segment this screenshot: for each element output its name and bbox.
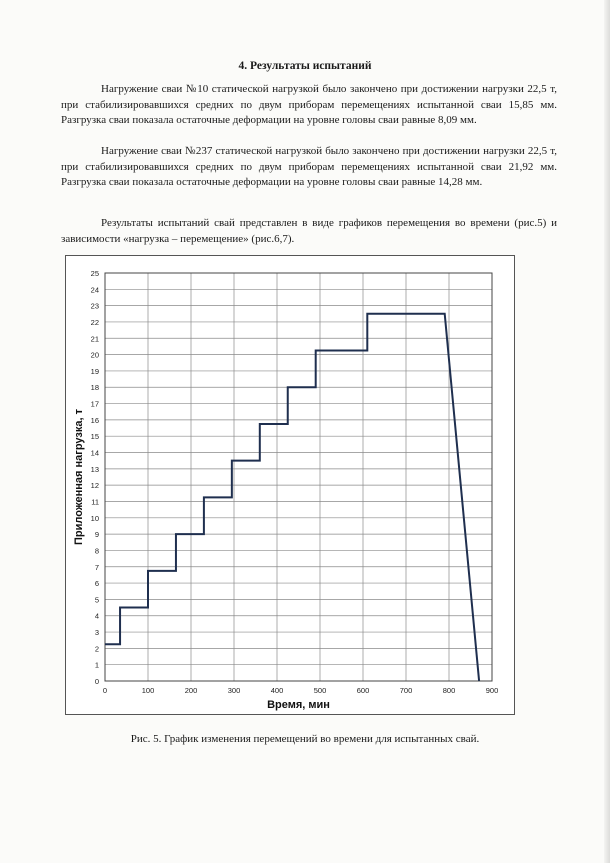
y-tick-labels [91, 269, 99, 686]
chart-grid [105, 273, 492, 681]
plot-area-border [105, 273, 492, 681]
x-tick-label: 800 [442, 686, 456, 695]
chart-frame [65, 255, 515, 715]
x-tick-label: 100 [141, 686, 155, 695]
y-tick-label: 3 [94, 628, 99, 638]
y-tick-label: 0 [94, 677, 99, 686]
y-tick-label: 9 [94, 530, 99, 540]
y-tick-label: 8 [94, 546, 99, 556]
y-tick-label: 24 [90, 285, 99, 295]
y-tick-label: 18 [90, 383, 99, 393]
x-tick-label: 200 [184, 686, 198, 695]
y-tick-label: 20 [90, 350, 99, 360]
y-tick-label: 1 [94, 660, 99, 670]
x-tick-label: 700 [399, 686, 413, 695]
y-tick-label: 14 [90, 448, 99, 458]
series-group [105, 314, 479, 681]
paragraph-pile-10: Нагружение сваи №10 статической нагрузкой было закончено при достижении нагрузки 22,5 т, при стабилизировавшихся средних по двум приборам перемещениях испытанной сваи 15,85 мм. Разгрузка сваи показала остаточные деформации на уровне головы сваи равные 8,09 мм. [61, 83, 557, 126]
x-tick-label: 0 [102, 686, 108, 695]
x-axis-label: Время, мин [267, 699, 330, 711]
y-tick-label: 15 [90, 432, 99, 442]
y-tick-label: 10 [90, 513, 99, 523]
y-tick-label: 6 [94, 579, 99, 589]
x-tick-label: 900 [485, 686, 499, 695]
y-tick-label: 25 [90, 269, 99, 278]
y-tick-label: 17 [90, 399, 99, 409]
y-axis-label: Приложенная нагрузка, т [73, 409, 85, 545]
x-tick-label: 500 [313, 686, 327, 695]
y-tick-label: 4 [94, 611, 99, 621]
y-tick-label: 13 [90, 464, 99, 474]
x-tick-labels [103, 686, 498, 695]
series-line [105, 314, 479, 681]
y-tick-label: 12 [90, 481, 99, 491]
figure-caption: Рис. 5. График изменения перемещений во времени для испытанных свай. [130, 733, 480, 745]
y-tick-label: 2 [94, 644, 99, 654]
y-tick-label: 21 [90, 334, 99, 344]
paragraph-pile-237: Нагружение сваи №237 статической нагрузкой было закончено при достижении нагрузки 22,5 т, при стабилизировавшихся средних по двум приборам перемещениях испытанной сваи 21,92 мм. Разгрузка сваи показала остаточные деформации на уровне головы сваи равные 14,28 мм. [61, 145, 557, 188]
y-tick-label: 11 [91, 497, 99, 507]
x-tick-label: 600 [356, 686, 370, 695]
x-tick-label: 400 [270, 686, 284, 695]
y-tick-label: 5 [94, 595, 99, 605]
load-time-chart [66, 256, 514, 714]
y-tick-label: 7 [94, 562, 99, 572]
paragraph-results: Результаты испытаний свай представлен в виде графиков перемещения во времени (рис.5) и зависимости «нагрузка – перемещение» (рис.6,7). [61, 217, 557, 245]
y-tick-label: 16 [90, 415, 99, 425]
y-tick-label: 19 [90, 366, 99, 376]
y-tick-label: 23 [90, 301, 99, 311]
x-tick-label: 300 [227, 686, 241, 695]
section-title: 4. Результаты испытаний [238, 60, 372, 72]
y-tick-label: 22 [90, 317, 99, 327]
